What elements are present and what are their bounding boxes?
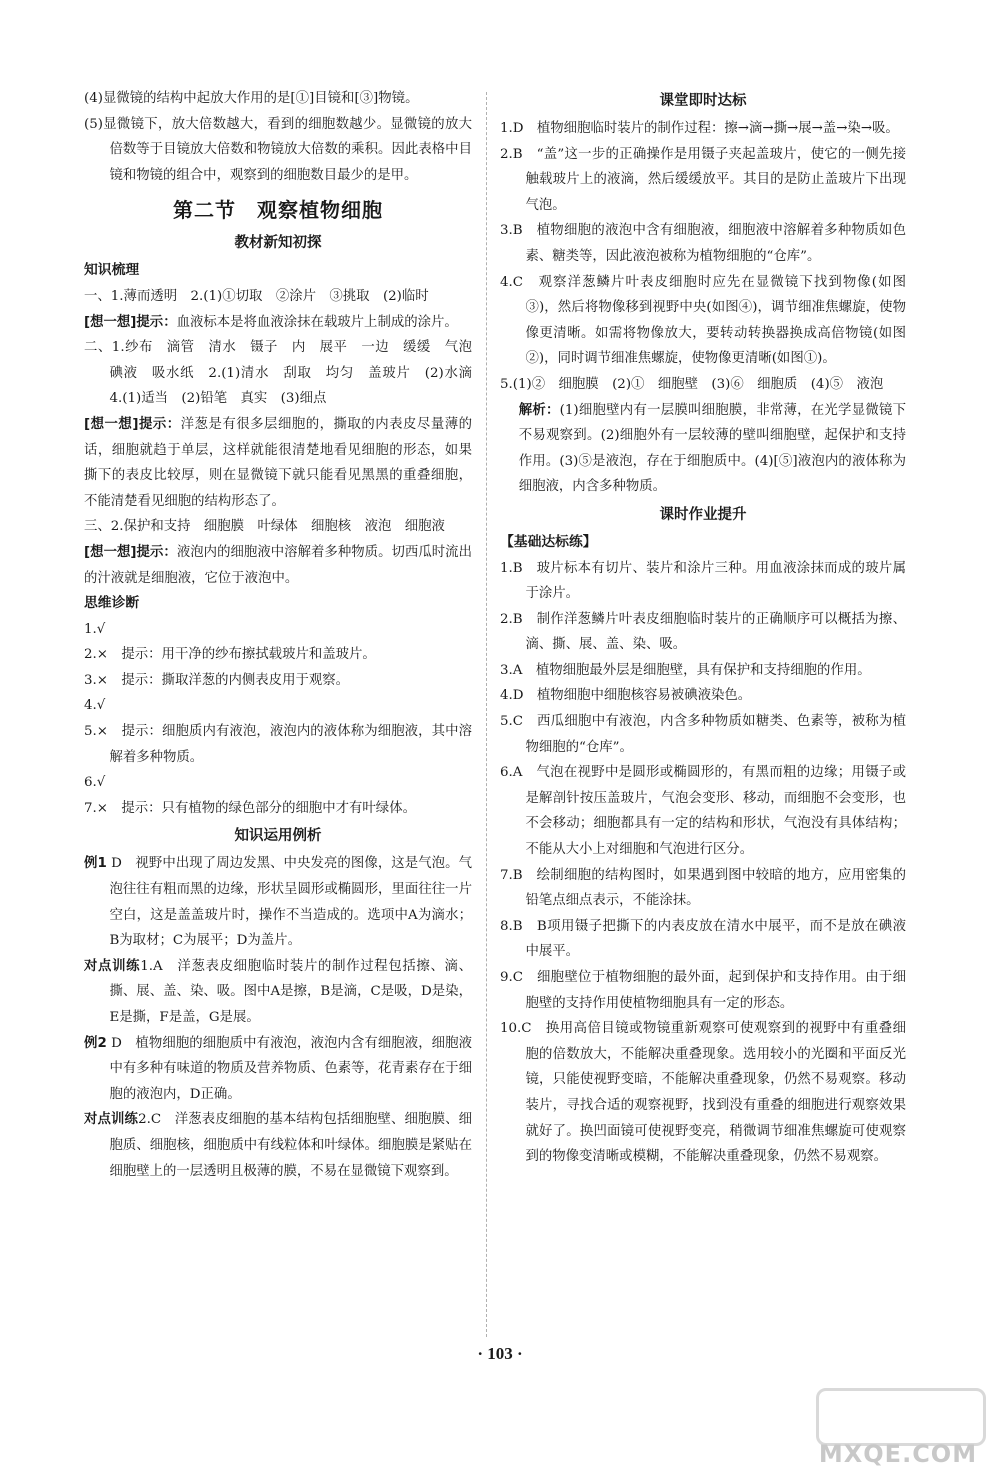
homework-item: 8.B B项用镊子把撕下的内表皮放在清水中展平，而不是放在碘液中展平。	[500, 918, 906, 960]
homework-item: 7.B 绘制细胞的结构图时，如果遇到图中较暗的地方，应用密集的铅笔点细点表示，不能涂抹。	[500, 867, 906, 909]
training-text: 1.A 洋葱表皮细胞临时装片的制作过程包括擦、滴、撕、展、盖、染、吸。图中A是擦，B是滴，C是吸，D是染，E是撕，F是盖，G是展。	[109, 958, 473, 1025]
subsection-title: 课时作业提升	[659, 506, 747, 523]
label-diagnosis: 思维诊断	[84, 595, 140, 612]
watermark-logo-icon	[816, 1388, 986, 1446]
label-knowledge: 知识梳理	[84, 262, 140, 279]
answer-item: 2.B “盖”这一步的正确操作是用镊子夹起盖玻片，使它的一侧先接触载玻片上的液滴，然后缓缓放平。其目的是防止盖玻片下出现气泡。	[500, 146, 906, 213]
homework-item: 1.B 玻片标本有切片、装片和涂片三种。用血液涂抹而成的玻片属于涂片。	[500, 560, 906, 602]
analysis-tag: 解析：	[518, 402, 560, 418]
answer-item: 5.(1)② 细胞膜 (2)① 细胞壁 (3)⑥ 细胞质 (4)⑤ 液泡	[500, 376, 884, 392]
homework-item: 9.C 细胞壁位于植物细胞的最外面，起到保护和支持作用。由于细胞壁的支持作用使植物细胞具有一定的形态。	[500, 970, 906, 1011]
knowledge-point: 三、2.保护和支持 细胞膜 叶绿体 细胞核 液泡 细胞液	[84, 519, 445, 535]
diagnosis-item: 7.× 提示：只有植物的绿色部分的细胞中才有叶绿体。	[84, 800, 416, 816]
think-block	[84, 310, 472, 336]
left-column	[84, 86, 486, 1184]
section-title: 第二节 观察植物细胞	[173, 198, 383, 223]
analysis-block	[500, 398, 906, 500]
think-text: 液泡内的细胞液中溶解着多种物质。切西瓜时流出的汁液就是细胞液，它位于液泡中。	[84, 544, 472, 586]
training-text: 2.C 洋葱表皮细胞的基本结构包括细胞壁、细胞膜、细胞质、细胞核，细胞质中有线粒体和叶绿体。细胞膜是紧贴在细胞壁上的一层透明且极薄的膜，不易在显微镜下观察到。	[109, 1112, 472, 1179]
homework-item: 4.D 植物细胞中细胞核容易被碘液染色。	[500, 688, 752, 704]
right-column	[500, 86, 906, 1170]
homework-item: 5.C 西瓜细胞中有液泡，内含多种物质如糖类、色素等，被称为植物细胞的“仓库”。	[500, 714, 906, 755]
diagnosis-item: 2.× 提示：用干净的纱布擦拭载玻片和盖玻片。	[84, 647, 376, 663]
training-block	[84, 954, 472, 1031]
training-tag: 对点训练	[84, 1112, 139, 1128]
homework-item: 6.A 气泡在视野中是圆形或椭圆形的，有黑而粗的边缘；用镊子或是解剖针按压盖玻片，气泡会变形、移动，而细胞不会变形，也不会移动；细胞都具有一定的结构和形状，气泡没有具体结构；不能从大小上对细胞和气泡进行区分。	[500, 765, 906, 858]
homework-item: 10.C 换用高倍目镜或物镜重新观察可使观察到的视野中有重叠细胞的倍数放大，不能解决重叠现象。选用较小的光圈和平面反光镜，只能使视野变暗，不能解决重叠现象，仍然不易观察。移动装片，寻找合适的观察视野，找到没有重叠的细胞进行观察效果就好了。换凹面镜可使视野变亮，稍微调节细准焦螺旋可使观察到的物像变清晰或模糊，不能解决重叠现象，仍然不易观察。	[500, 1021, 906, 1165]
think-block	[84, 540, 472, 591]
answer-item: 4.C 观察洋葱鳞片叶表皮细胞时应先在显微镜下找到物像(如图③)，然后将物像移到视野中央(如图④)，调节细准焦螺旋，使物像更清晰。如需将物像放大，要转动转换器换成高倍物镜(如图②)，同时调节细准焦螺旋，使物像更清晰(如图①)。	[500, 274, 906, 367]
think-text: 洋葱是有很多层细胞的，撕取的内表皮尽量薄的话，细胞就趋于单层，这样就能很清楚地看见细胞的形态，如果撕下的表皮比较厚，则在显微镜下就只能看见黑黑的重叠细胞，不能清楚看见细胞的结构形态了。	[84, 416, 473, 509]
diagnosis-item: 4.√	[84, 698, 106, 714]
think-tag: [想一想]提示：	[84, 544, 177, 560]
watermark-text: MXQE.COM	[818, 1440, 978, 1468]
example-block	[84, 1031, 472, 1108]
diagnosis-item: 1.√	[84, 621, 106, 637]
diagnosis-item: 5.× 提示：细胞质内有液泡，液泡内的液体称为细胞液，其中溶解着多种物质。	[84, 724, 472, 765]
training-block	[84, 1107, 472, 1184]
diagnosis-item: 3.× 提示：撕取洋葱的内侧表皮用于观察。	[84, 672, 350, 688]
example-tag: 例1	[84, 856, 107, 872]
homework-item: 3.A 植物细胞最外层是细胞壁，具有保护和支持细胞的作用。	[500, 662, 871, 678]
column-divider	[486, 92, 487, 1337]
answer-line: (5)显微镜下，放大倍数越大，看到的细胞数越少。显微镜的放大倍数等于目镜放大倍数和物镜放大倍数的乘积。因此表格中目镜和物镜的组合中，观察到的细胞数目最少的是甲。	[84, 116, 472, 183]
knowledge-point: 一、1.薄而透明 2.(1)①切取 ②涂片 ③挑取 (2)临时	[84, 288, 429, 304]
subsection-title: 课堂即时达标	[659, 93, 747, 109]
knowledge-point: 二、1.纱布 滴管 清水 镊子 内 展平 一边 缓缓 气泡 碘液 吸水纸 2.(1)清水 刮取 均匀 盖玻片 (2)水滴 4.(1)适当 (2)铅笔 真实 (3)细点	[84, 340, 486, 407]
example-tag: 例2	[84, 1035, 107, 1051]
example-text: D 植物细胞的细胞质中有液泡，液泡内含有细胞液，细胞液中有多种有味道的物质及营养物质、色素等，花青素存在于细胞的液泡内，D正确。	[109, 1035, 473, 1102]
think-text: 血液标本是将血液涂抹在载玻片上制成的涂片。	[176, 314, 458, 330]
training-tag: 对点训练	[84, 958, 141, 974]
example-block	[84, 851, 472, 953]
diagnosis-item: 6.√	[84, 775, 106, 791]
subsection-title: 教材新知初探	[234, 235, 322, 252]
example-text: D 视野中出现了周边发黑、中央发亮的图像，这是气泡。气泡往往有粗而黑的边缘，形状呈圆形或椭圆形，里面往往一片空白，这是盖盖玻片时，操作不当造成的。选项中A为滴水；B为取材；C为展平；D为盖片。	[109, 856, 473, 949]
page-number: · 103 ·	[477, 1344, 523, 1363]
think-block	[84, 412, 472, 514]
subsection-title: 知识运用例析	[234, 828, 322, 845]
homework-item: 2.B 制作洋葱鳞片叶表皮细胞临时装片的正确顺序可以概括为擦、滴、撕、展、盖、染、吸。	[500, 611, 906, 653]
analysis-text: (1)细胞壁内有一层膜叫细胞膜，非常薄，在光学显微镜下不易观察到。(2)细胞外有一层较薄的壁叫细胞壁，起保护和支持作用。(3)⑤是液泡，存在于细胞质中。(4)[⑤]液泡内的液体称为细胞液，内含多种物质。	[518, 402, 906, 495]
watermark	[808, 1388, 988, 1470]
label-basic: 【基础达标练】	[500, 533, 597, 550]
think-tag: [想一想]提示：	[84, 314, 177, 330]
answer-line: (4)显微镜的结构中起放大作用的是[①]目镜和[③]物镜。	[84, 91, 419, 106]
answer-item: 3.B 植物细胞的液泡中含有细胞液，细胞液中溶解着多种物质如色素、糖类等，因此液泡被称为植物细胞的“仓库”。	[500, 223, 906, 264]
think-tag: [想一想]提示：	[84, 416, 181, 432]
answer-item: 1.D 植物细胞临时装片的制作过程：擦→滴→撕→展→盖→染→吸。	[500, 121, 899, 136]
